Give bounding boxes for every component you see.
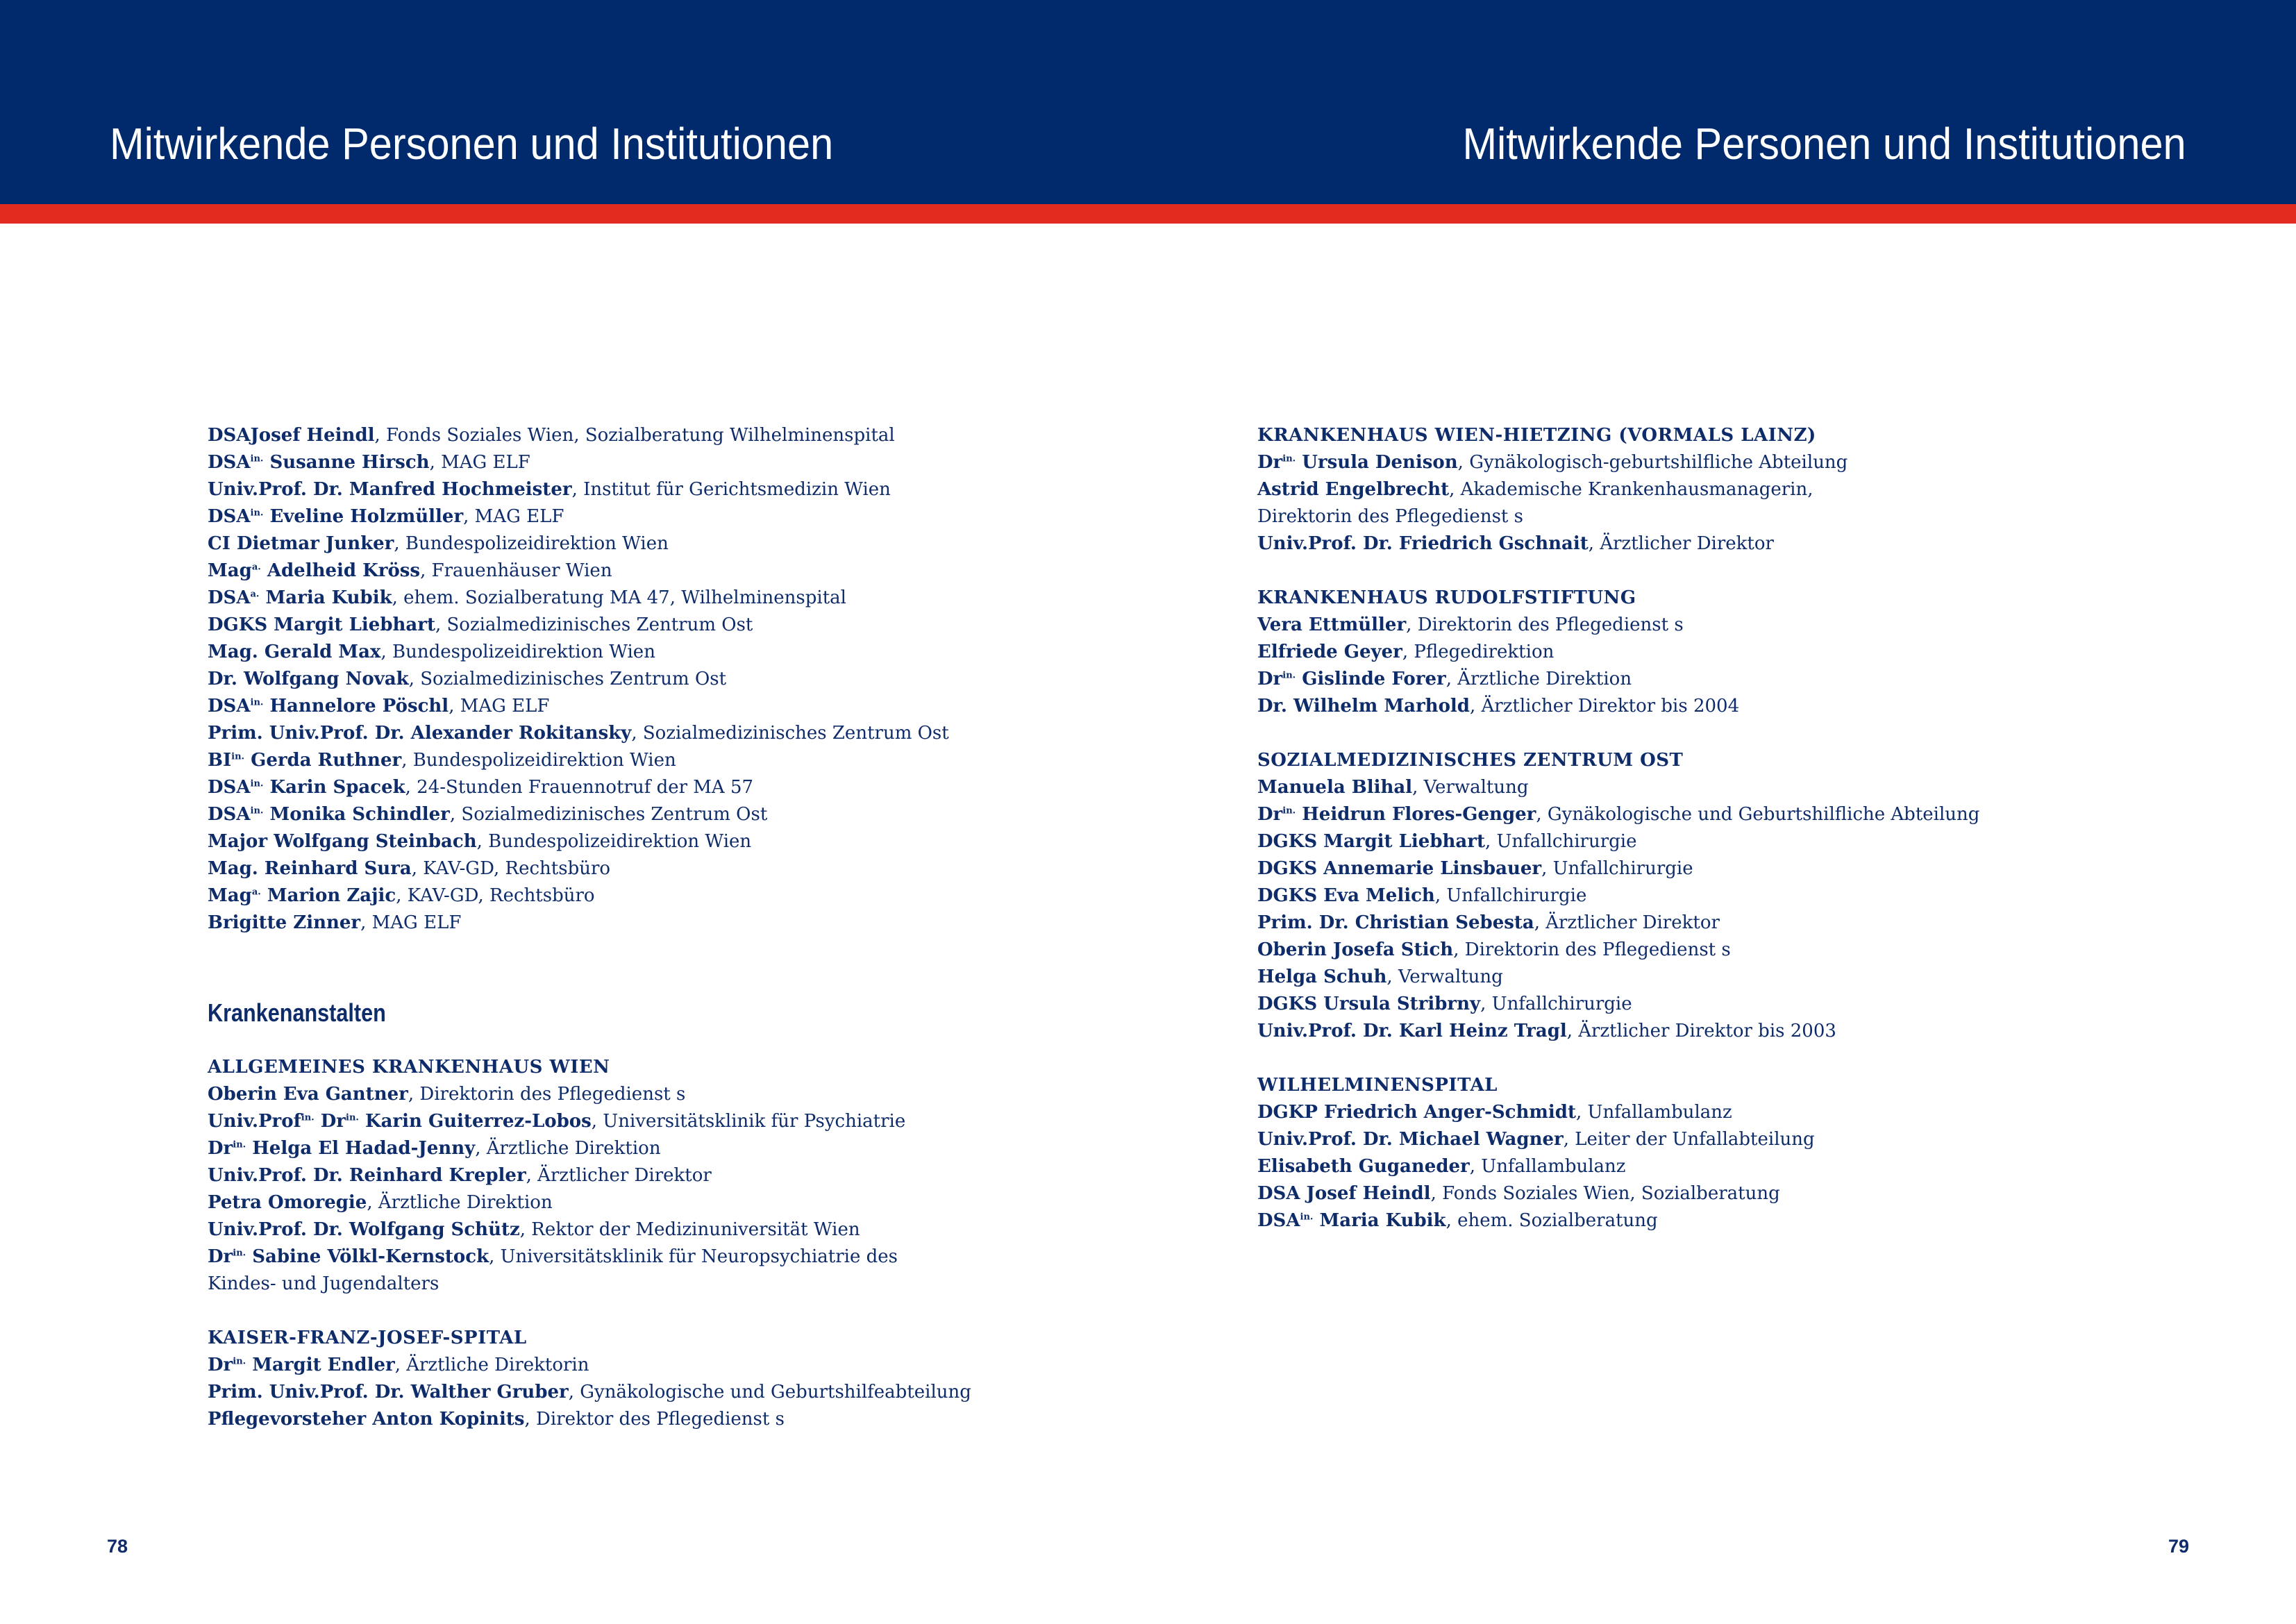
list-item	[208, 639, 971, 666]
person-name	[1257, 479, 1449, 500]
list-item	[208, 585, 971, 612]
name-text: Univ.Prof. Dr. Friedrich Gschnait	[1257, 533, 1589, 554]
person-name	[1257, 777, 1412, 798]
name-text: DGKS Annemarie Linsbauer	[1257, 858, 1542, 879]
name-text: Monika Schindler	[263, 804, 450, 825]
header-band	[0, 0, 2296, 204]
name-prefix: DSA	[208, 777, 251, 798]
title-suffix: in.	[250, 805, 264, 817]
person-name	[1257, 912, 1534, 933]
person-name	[208, 885, 396, 906]
list-item	[208, 1189, 971, 1216]
name-text: Univ.Prof. Dr. Wolfgang Schütz	[208, 1219, 520, 1240]
list-item	[208, 801, 971, 828]
list-item	[208, 476, 971, 503]
person-description: , Unfallambulanz	[1469, 1156, 1626, 1177]
list-item	[1257, 882, 1979, 910]
person-description: , Ärztliche Direktorin	[394, 1355, 589, 1375]
person-description: , MAG ELF	[463, 506, 564, 527]
person-name	[208, 614, 435, 635]
person-description: , Bundespolizeidirektion Wien	[401, 750, 676, 771]
name-text: Eveline Holzmüller	[263, 506, 464, 527]
person-name	[208, 479, 572, 500]
name-text: Elisabeth Guganeder	[1257, 1156, 1470, 1177]
person-name	[208, 587, 392, 608]
institution-heading: KRANKENHAUS WIEN-HIETZING (VORMALS LAINZ)	[1257, 425, 1816, 446]
name-text: Oberin Josefa Stich	[1257, 939, 1454, 960]
title-suffix: in.	[1282, 453, 1296, 464]
name-text: Ursula Denison	[1296, 452, 1458, 473]
name-text: Karin Guiterrez-Lobos	[358, 1111, 592, 1132]
person-description: , Leiter der Unfallabteilung	[1563, 1129, 1815, 1150]
institution-heading: KRANKENHAUS RUDOLFSTIFTUNG	[1257, 587, 1636, 608]
person-description: , KAV-GD, Rechtsbüro	[396, 885, 595, 906]
section-heading: Krankenanstalten	[208, 998, 386, 1027]
name-text: Prim. Univ.Prof. Dr. Walther Gruber	[208, 1382, 569, 1403]
name-text: Major Wolfgang Steinbach	[208, 831, 477, 852]
list-item	[208, 1244, 971, 1271]
list-item	[1257, 1180, 1979, 1207]
person-description: , Verwaltung	[1412, 777, 1529, 798]
person-description: Direktorin des Pflegedienst s	[1257, 506, 1523, 527]
name-text: Oberin Eva Gantner	[208, 1084, 408, 1105]
person-description: , Bundespolizeidirektion Wien	[476, 831, 752, 852]
person-description: , Unfallchirurgie	[1434, 885, 1587, 906]
title-suffix: a.	[251, 562, 261, 573]
person-description: , Ärztlicher Direktor bis 2004	[1469, 696, 1740, 717]
title-suffix: a.	[250, 589, 260, 600]
title-suffix: in.	[233, 1248, 246, 1259]
person-name	[1257, 994, 1480, 1014]
name-prefix: Dr	[208, 1355, 233, 1375]
title-suffix: in.	[250, 778, 264, 789]
name-text: Prim. Univ.Prof. Dr. Alexander Rokitansky	[208, 723, 632, 744]
title-suffix: in.	[1282, 670, 1296, 681]
person-description: , MAG ELF	[449, 696, 550, 717]
person-description: , Direktorin des Pflegedienst s	[1453, 939, 1731, 960]
person-name	[208, 696, 449, 717]
left-column	[208, 422, 971, 1433]
person-name	[1257, 858, 1541, 879]
name-text: Heidrun Flores-Genger	[1296, 804, 1536, 825]
name-text: DGKS Margit Liebhart	[1257, 831, 1485, 852]
spacer	[1257, 558, 1979, 585]
person-description: , ehem. Sozialberatung	[1446, 1210, 1658, 1231]
person-name	[208, 669, 409, 689]
person-name	[208, 1111, 592, 1132]
name-text: Helga El Hadad-Jenny	[246, 1138, 476, 1159]
list-item	[1257, 964, 1979, 991]
person-name	[208, 533, 394, 554]
person-name	[208, 1084, 408, 1105]
name-text: Dr. Wilhelm Marhold	[1257, 696, 1470, 717]
list-item	[208, 666, 971, 693]
name-prefix: Mag	[208, 560, 252, 581]
person-description: , 24-Stunden Frauennotruf der MA 57	[405, 777, 754, 798]
name-prefix: Dr	[1257, 669, 1283, 689]
person-description: , Sozialmedizinisches Zentrum Ost	[631, 723, 949, 744]
title-suffix: in.	[231, 751, 245, 762]
person-name	[1257, 614, 1406, 635]
person-name	[1257, 642, 1402, 662]
name-prefix: Dr	[1257, 452, 1283, 473]
person-description: , Ärztliche Direktion	[1446, 669, 1632, 689]
list-item	[1257, 991, 1979, 1018]
name-text: Gerda Ruthner	[244, 750, 402, 771]
name-prefix: Mag	[208, 885, 252, 906]
person-description: , Fonds Soziales Wien, Sozialberatung Wilhelminenspital	[374, 425, 895, 446]
person-name	[208, 777, 405, 798]
person-description: , Ärztliche Direktion	[367, 1192, 553, 1213]
list-item	[208, 612, 971, 639]
list-item	[208, 1352, 971, 1379]
name-text: Josef Heindl	[250, 425, 375, 446]
page-number-right: 79	[2168, 1536, 2189, 1557]
list-item	[1257, 910, 1979, 937]
name-prefix: DSA	[1257, 1210, 1300, 1231]
person-name	[208, 831, 477, 852]
name-text: DGKP Friedrich Anger-Schmidt	[1257, 1102, 1576, 1123]
name-prefix: DSA	[208, 506, 251, 527]
person-description: , KAV-GD, Rechtsbüro	[411, 858, 611, 879]
person-description: , Sozialmedizinisches Zentrum Ost	[408, 669, 727, 689]
person-description: , Direktorin des Pflegedienst s	[1406, 614, 1684, 635]
list-item	[208, 720, 971, 747]
list-item	[1257, 1018, 1979, 1045]
list-item	[1257, 639, 1979, 666]
list-item	[1257, 503, 1979, 530]
person-description: , Fonds Soziales Wien, Sozialberatung	[1430, 1183, 1780, 1204]
list-item	[208, 1081, 971, 1108]
person-name	[208, 1382, 569, 1403]
list-item	[208, 910, 971, 937]
person-description: , Institut für Gerichtsmedizin Wien	[571, 479, 891, 500]
list-item	[1257, 666, 1979, 693]
name-prefix: Dr	[1257, 804, 1283, 825]
person-description: , Sozialmedizinisches Zentrum Ost	[435, 614, 753, 635]
person-name	[208, 804, 450, 825]
list-item	[208, 1379, 971, 1406]
person-name	[208, 452, 430, 473]
list-item	[208, 1108, 971, 1135]
title-suffix: in.	[346, 1112, 359, 1123]
person-name	[1257, 831, 1485, 852]
person-description: , Universitätsklinik für Neuropsychiatrie des	[489, 1246, 898, 1267]
person-name	[1257, 1210, 1446, 1231]
title-suffix: in.	[233, 1356, 246, 1367]
list-item	[1257, 1153, 1979, 1180]
person-description: , Unfallchirurgie	[1484, 831, 1637, 852]
title-suffix: in.	[250, 453, 264, 464]
name-text: Hannelore Pöschl	[263, 696, 449, 717]
list-item	[208, 422, 971, 449]
name-text: Marion Zajic	[260, 885, 396, 906]
list-item	[208, 503, 971, 530]
person-description: , Frauenhäuser Wien	[420, 560, 612, 581]
name-prefix: DSA	[208, 804, 251, 825]
person-description: , Ärztlicher Direktor	[526, 1165, 712, 1186]
person-name	[208, 1246, 489, 1267]
person-name	[1257, 1021, 1567, 1041]
name-prefix: DSA	[208, 587, 251, 608]
name-text: DGKS Ursula Stribrny	[1257, 994, 1481, 1014]
name-text: Adelheid Kröss	[260, 560, 421, 581]
list-item	[208, 1216, 971, 1244]
name-text: Gislinde Forer	[1296, 669, 1446, 689]
list-item	[1257, 801, 1979, 828]
person-name	[208, 1409, 525, 1430]
list-item	[208, 449, 971, 476]
name-text: Prim. Dr. Christian Sebesta	[1257, 912, 1534, 933]
list-item	[208, 828, 971, 855]
person-name	[1257, 1129, 1564, 1150]
name-text: Vera Ettmüller	[1257, 614, 1407, 635]
name-text: Helga Schuh	[1257, 966, 1387, 987]
name-text: Maria Kubik	[259, 587, 392, 608]
name-text: DGKS Eva Melich	[1257, 885, 1435, 906]
list-item	[1257, 449, 1979, 476]
name-text: DSA Josef Heindl	[1257, 1183, 1431, 1204]
person-name	[208, 1165, 526, 1186]
list-item	[208, 1406, 971, 1433]
title-suffix: in.	[1282, 805, 1296, 817]
name-text: Mag. Gerald Max	[208, 642, 381, 662]
name-prefix: DSA	[208, 425, 251, 446]
spacer	[208, 1298, 971, 1325]
title-suffix: in.	[301, 1112, 315, 1123]
person-name	[1257, 1156, 1470, 1177]
list-item	[1257, 693, 1979, 720]
person-description: , Ärztlicher Direktor	[1534, 912, 1720, 933]
name-text: Susanne Hirsch	[263, 452, 430, 473]
person-name	[208, 750, 401, 771]
list-item	[208, 855, 971, 882]
person-name	[208, 1355, 395, 1375]
list-item	[1257, 937, 1979, 964]
person-description: , Direktor des Pflegedienst s	[524, 1409, 785, 1430]
person-description: , Unfallambulanz	[1576, 1102, 1732, 1123]
title-suffix: in.	[250, 697, 264, 708]
list-item	[1257, 612, 1979, 639]
person-description: , Gynäkologische und Geburtshilfliche Abteilung	[1536, 804, 1980, 825]
list-item	[208, 747, 971, 774]
person-description: , MAG ELF	[429, 452, 530, 473]
list-item	[1257, 855, 1979, 882]
list-item	[208, 882, 971, 910]
name-text: Pflegevorsteher Anton Kopinits	[208, 1409, 525, 1430]
name-text: Dr	[314, 1111, 346, 1132]
institution-heading: WILHELMINENSPITAL	[1257, 1075, 1498, 1096]
person-description: , Ärztlicher Direktor	[1588, 533, 1774, 554]
person-name	[208, 723, 631, 744]
name-text: Dr. Wolfgang Novak	[208, 669, 409, 689]
title-suffix: in.	[1300, 1212, 1314, 1223]
list-item	[208, 530, 971, 558]
name-text: CI Dietmar Junker	[208, 533, 394, 554]
page-number-left: 78	[107, 1536, 128, 1557]
name-prefix: DSA	[208, 696, 251, 717]
list-item	[208, 774, 971, 801]
title-suffix: in.	[233, 1139, 246, 1150]
person-name	[1257, 939, 1453, 960]
institution-heading: ALLGEMEINES KRANKENHAUS WIEN	[208, 1057, 610, 1078]
list-item	[1257, 530, 1979, 558]
name-text: Mag. Reinhard Sura	[208, 858, 412, 879]
person-description: , Ärztliche Direktion	[475, 1138, 661, 1159]
person-description: , ehem. Sozialberatung MA 47, Wilhelminenspital	[392, 587, 846, 608]
name-text: Astrid Engelbrecht	[1257, 479, 1450, 500]
name-text: Univ.Prof. Dr. Reinhard Krepler	[208, 1165, 526, 1186]
page-title-right: Mitwirkende Personen und Institutionen	[1462, 119, 2186, 169]
person-name	[1257, 885, 1435, 906]
list-item	[1257, 1207, 1979, 1234]
person-name	[1257, 533, 1589, 554]
person-description: , Sozialmedizinisches Zentrum Ost	[449, 804, 768, 825]
list-item	[1257, 1126, 1979, 1153]
list-item	[208, 693, 971, 720]
right-column	[1257, 422, 1979, 1234]
list-item	[208, 1162, 971, 1189]
person-name	[208, 506, 463, 527]
person-name	[208, 425, 375, 446]
person-name	[208, 642, 380, 662]
person-description: , Akademische Krankenhausmanagerin,	[1449, 479, 1813, 500]
person-description: , Universitätsklinik für Psychiatrie	[591, 1111, 906, 1132]
name-text: Manuela Blihal	[1257, 777, 1413, 798]
list-item	[1257, 1099, 1979, 1126]
name-text: Elfriede Geyer	[1257, 642, 1402, 662]
person-name	[208, 560, 420, 581]
name-text: DGKS Margit Liebhart	[208, 614, 435, 635]
person-description: , Unfallchirurgie	[1480, 994, 1632, 1014]
list-item	[208, 1271, 971, 1298]
list-item	[208, 558, 971, 585]
person-description: , Unfallchirurgie	[1541, 858, 1693, 879]
title-suffix: a.	[251, 887, 261, 898]
person-description: , Bundespolizeidirektion Wien	[394, 533, 669, 554]
person-description: , Bundespolizeidirektion Wien	[380, 642, 655, 662]
person-description: , Gynäkologische und Geburtshilfeabteilung	[568, 1382, 971, 1403]
name-text: Karin Spacek	[263, 777, 405, 798]
name-text: Maria Kubik	[1313, 1210, 1446, 1231]
name-text: Petra Omoregie	[208, 1192, 367, 1213]
person-name	[208, 1219, 520, 1240]
person-name	[208, 858, 412, 879]
person-name	[1257, 669, 1446, 689]
page-title-left: Mitwirkende Personen und Institutionen	[110, 119, 834, 169]
name-prefix: DSA	[208, 452, 251, 473]
person-name	[1257, 452, 1458, 473]
spacer	[1257, 720, 1979, 747]
institution-heading: KAISER-FRANZ-JOSEF-SPITAL	[208, 1328, 527, 1348]
name-text: Univ.Prof. Dr. Michael Wagner	[1257, 1129, 1564, 1150]
spacer	[1257, 1045, 1979, 1072]
person-description: , Ärztlicher Direktor bis 2003	[1566, 1021, 1836, 1041]
name-prefix: Univ.Prof	[208, 1111, 301, 1132]
spacer	[208, 937, 971, 999]
person-name	[1257, 1102, 1576, 1123]
name-prefix: BI	[208, 750, 232, 771]
person-description: , Direktorin des Pflegedienst s	[408, 1084, 686, 1105]
name-prefix: Dr	[208, 1246, 233, 1267]
list-item	[1257, 828, 1979, 855]
title-suffix: in.	[250, 508, 264, 519]
person-name	[208, 912, 360, 933]
name-prefix: Dr	[208, 1138, 233, 1159]
person-description: , Pflegedirektion	[1402, 642, 1555, 662]
institution-heading: SOZIALMEDIZINISCHES ZENTRUM OST	[1257, 750, 1684, 771]
person-description: , MAG ELF	[360, 912, 462, 933]
name-text: Sabine Völkl-Kernstock	[246, 1246, 489, 1267]
person-name	[1257, 1183, 1431, 1204]
person-name	[1257, 804, 1536, 825]
person-description: , Gynäkologisch-geburtshilfliche Abteilung	[1457, 452, 1848, 473]
name-text: Brigitte Zinner	[208, 912, 361, 933]
name-text: Univ.Prof. Dr. Karl Heinz Tragl	[1257, 1021, 1567, 1041]
person-description: , Rektor der Medizinuniversität Wien	[519, 1219, 860, 1240]
header-accent-stripe	[0, 204, 2296, 224]
name-text: Univ.Prof. Dr. Manfred Hochmeister	[208, 479, 572, 500]
person-name	[208, 1192, 367, 1213]
name-text: Margit Endler	[246, 1355, 395, 1375]
person-description: Kindes- und Jugendalters	[208, 1273, 439, 1294]
list-item	[1257, 774, 1979, 801]
person-name	[208, 1138, 475, 1159]
person-name	[1257, 696, 1470, 717]
list-item	[1257, 476, 1979, 503]
list-item	[208, 1135, 971, 1162]
person-name	[1257, 966, 1386, 987]
person-description: , Verwaltung	[1386, 966, 1503, 987]
